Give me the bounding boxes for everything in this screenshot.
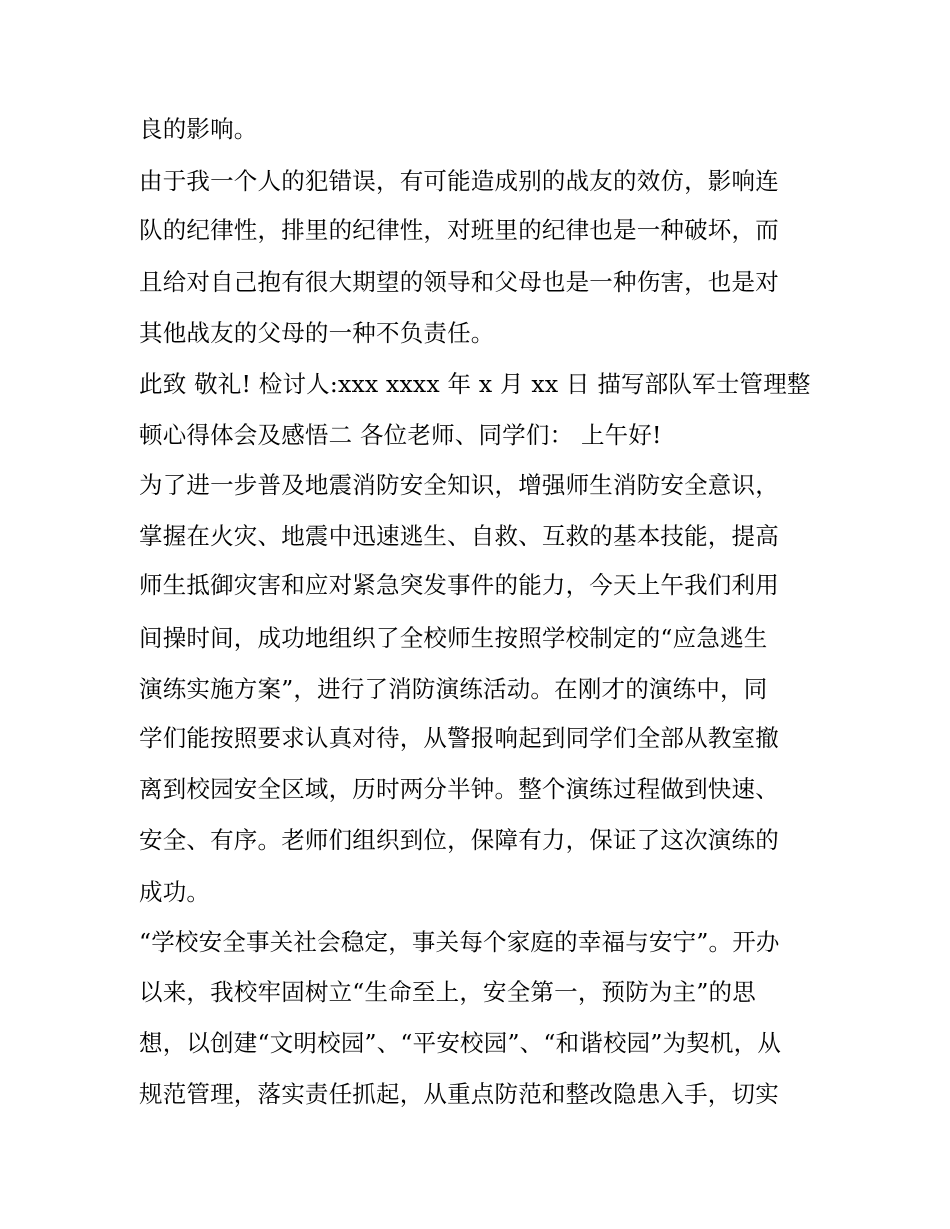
text-line: 安全、有序。老师们组织到位，保障有力，保证了这次演练的 (139, 826, 779, 854)
text-line: 间操时间，成功地组织了全校师生按照学校制定的“应急逃生 (139, 624, 768, 652)
text-line: 掌握在火灾、地震中迅速逃生、自救、互救的基本技能，提高 (139, 522, 779, 550)
text-line: 演练实施方案”，进行了消防演练活动。在刚才的演练中，同 (139, 675, 768, 703)
text-line: 且给对自己抱有很大期望的领导和父母也是一种伤害，也是对 (139, 268, 779, 296)
text-line: 顿心得体会及感悟二 各位老师、同学们： 上午好! (139, 421, 662, 449)
text-line: 师生抵御灾害和应对紧急突发事件的能力，今天上午我们利用 (139, 571, 779, 599)
text-line: 规范管理，落实责任抓起，从重点防范和整改隐患入手，切实 (139, 1080, 779, 1108)
text-line: “学校安全事关社会稳定，事关每个家庭的幸福与安宁”。开办 (139, 928, 780, 956)
text-line: 为了进一步普及地震消防安全知识，增强师生消防安全意识， (139, 471, 779, 499)
text-line: 成功。 (139, 878, 211, 906)
text-line: 学们能按照要求认真对待，从警报响起到同学们全部从教室撤 (139, 724, 779, 752)
text-line: 此致 敬礼! 检讨人:xxx xxxx 年 x 月 xx 日 描写部队军士管理整 (139, 370, 811, 398)
text-line: 良的影响。 (139, 115, 258, 143)
text-line: 队的纪律性，排里的纪律性，对班里的纪律也是一种破坏，而 (139, 216, 779, 244)
text-line: 想，以创建“文明校园”、“平安校园”、“和谐校园”为契机，从 (139, 1029, 782, 1057)
text-line: 以来，我校牢固树立“生命至上，安全第一，预防为主”的思 (139, 978, 756, 1006)
text-line: 离到校园安全区域，历时两分半钟。整个演练过程做到快速、 (139, 775, 779, 803)
text-line: 由于我一个人的犯错误，有可能造成别的战友的效仿，影响连 (139, 167, 779, 195)
text-line: 其他战友的父母的一种不负责任。 (139, 319, 495, 347)
